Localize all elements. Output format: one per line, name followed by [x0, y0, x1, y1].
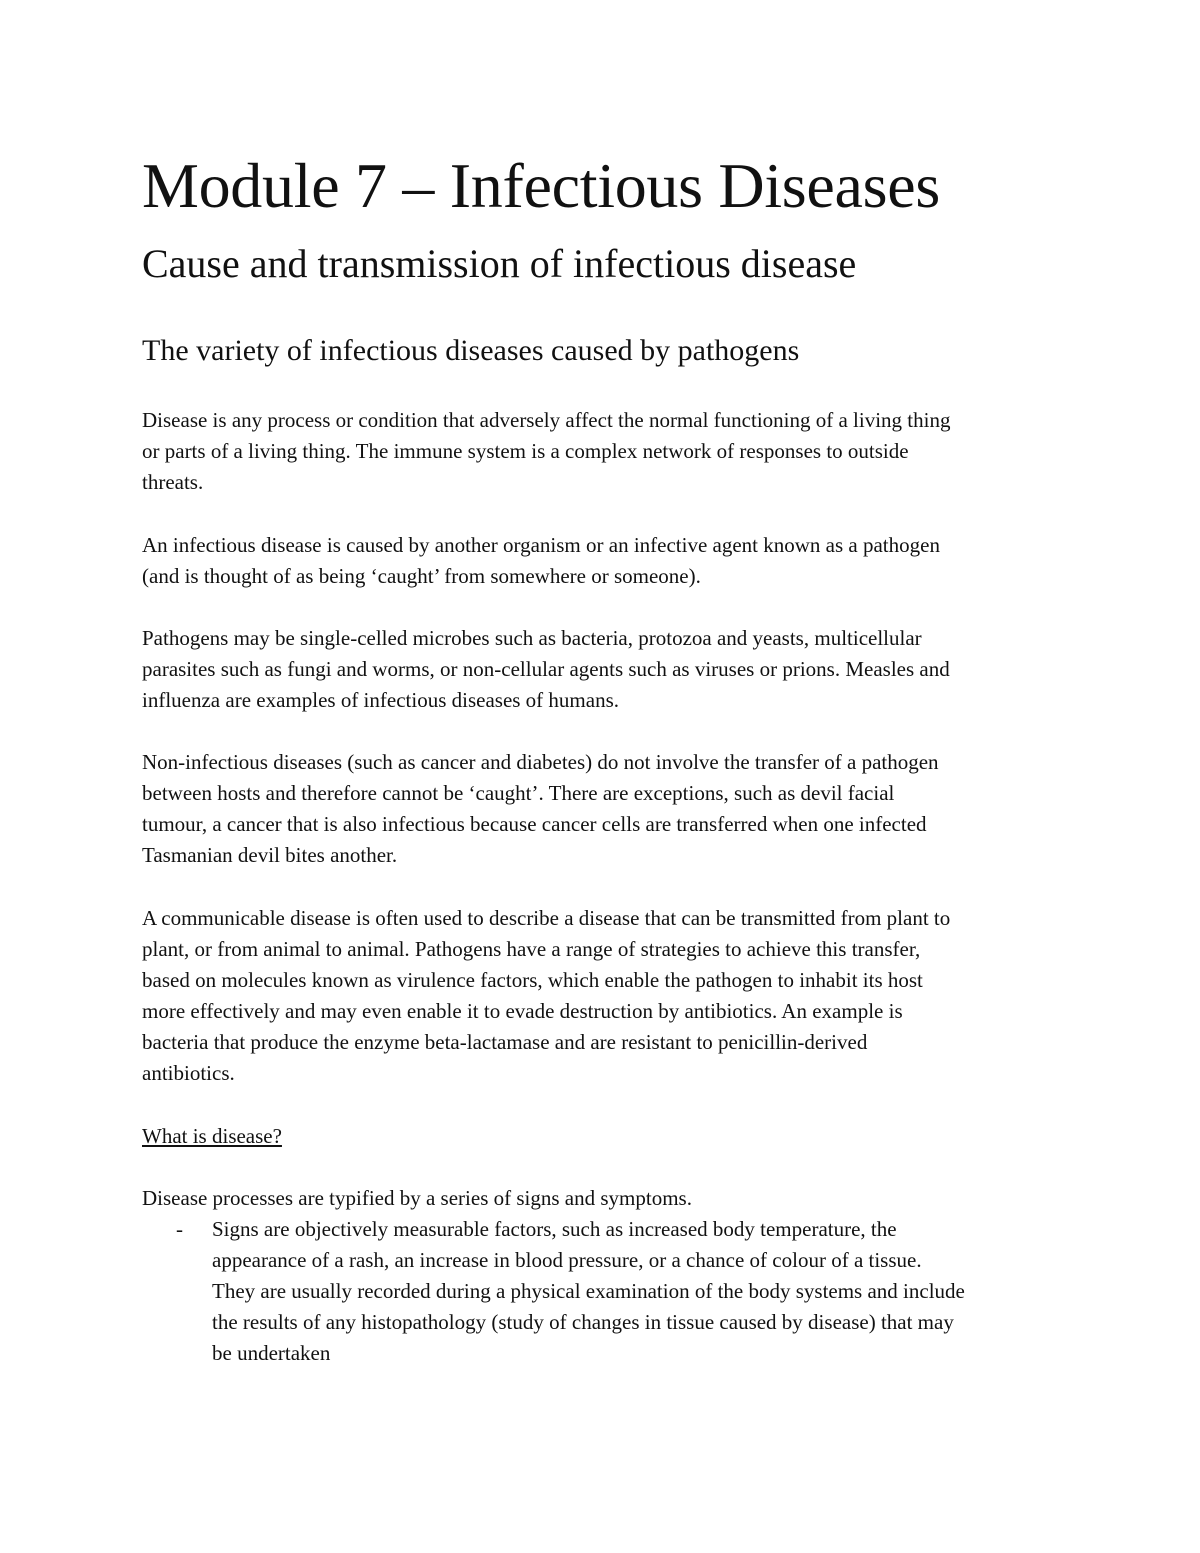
paragraph-pathogens [142, 623, 1082, 716]
paragraph-line: Disease processes are typified by a series of signs and symptoms. [142, 1186, 692, 1210]
page-subtitle: Cause and transmission of infectious disease [142, 241, 857, 286]
paragraph-signs-symptoms-intro [142, 1183, 1082, 1214]
paragraph-line: bacteria that produce the enzyme beta-lactamase and are resistant to penicillin-derived [142, 1030, 868, 1054]
paragraph-line: threats. [142, 470, 204, 494]
subsection-heading-text: What is disease? [142, 1124, 282, 1148]
list-item-line: appearance of a rash, an increase in blood pressure, or a chance of colour of a tissue. [212, 1248, 922, 1272]
paragraph-line: based on molecules known as virulence factors, which enable the pathogen to inhabit its host [142, 968, 923, 992]
paragraph-line: An infectious disease is caused by another organism or an infective agent known as a pathogen [142, 533, 940, 557]
list-item-text [212, 1214, 1092, 1369]
paragraph-infectious-disease [142, 530, 1082, 592]
paragraph-line: A communicable disease is often used to describe a disease that can be transmitted from plant to [142, 906, 951, 930]
paragraph-line: antibiotics. [142, 1061, 235, 1085]
dash-bullet-icon: - [176, 1217, 183, 1241]
list-item-line: the results of any histopathology (study of changes in tissue caused by disease) that may [212, 1310, 954, 1334]
list-item-line: They are usually recorded during a physical examination of the body systems and include [212, 1279, 965, 1303]
paragraph-line: influenza are examples of infectious diseases of humans. [142, 688, 620, 712]
paragraph-disease-definition [142, 405, 1082, 498]
paragraph-line: Tasmanian devil bites another. [142, 843, 398, 867]
list-item-line: Signs are objectively measurable factors, such as increased body temperature, the [212, 1217, 897, 1241]
subsection-heading-what-is-disease [142, 1121, 1082, 1152]
paragraph-line: Disease is any process or condition that adversely affect the normal functioning of a living thing [142, 408, 951, 432]
paragraph-line: between hosts and therefore cannot be ‘caught’. There are exceptions, such as devil facial [142, 781, 895, 805]
paragraph-line: (and is thought of as being ‘caught’ from somewhere or someone). [142, 564, 701, 588]
paragraph-line: tumour, a cancer that is also infectious because cancer cells are transferred when one infected [142, 812, 927, 836]
section-heading-variety: The variety of infectious diseases caused by pathogens [142, 334, 800, 367]
paragraph-line: parasites such as fungi and worms, or non-cellular agents such as viruses or prions. Measles and [142, 657, 950, 681]
paragraph-line: Pathogens may be single-celled microbes such as bacteria, protozoa and yeasts, multicellular [142, 626, 922, 650]
list-item-line: be undertaken [212, 1341, 331, 1365]
page-title: Module 7 – Infectious Diseases [142, 150, 940, 221]
paragraph-line: or parts of a living thing. The immune system is a complex network of responses to outside [142, 439, 909, 463]
paragraph-line: Non-infectious diseases (such as cancer and diabetes) do not involve the transfer of a pathogen [142, 750, 939, 774]
paragraph-non-infectious [142, 747, 1082, 871]
paragraph-line: more effectively and may even enable it to evade destruction by antibiotics. An example is [142, 999, 903, 1023]
paragraph-communicable [142, 903, 1082, 1089]
paragraph-line: plant, or from animal to animal. Pathogens have a range of strategies to achieve this transfer, [142, 937, 921, 961]
